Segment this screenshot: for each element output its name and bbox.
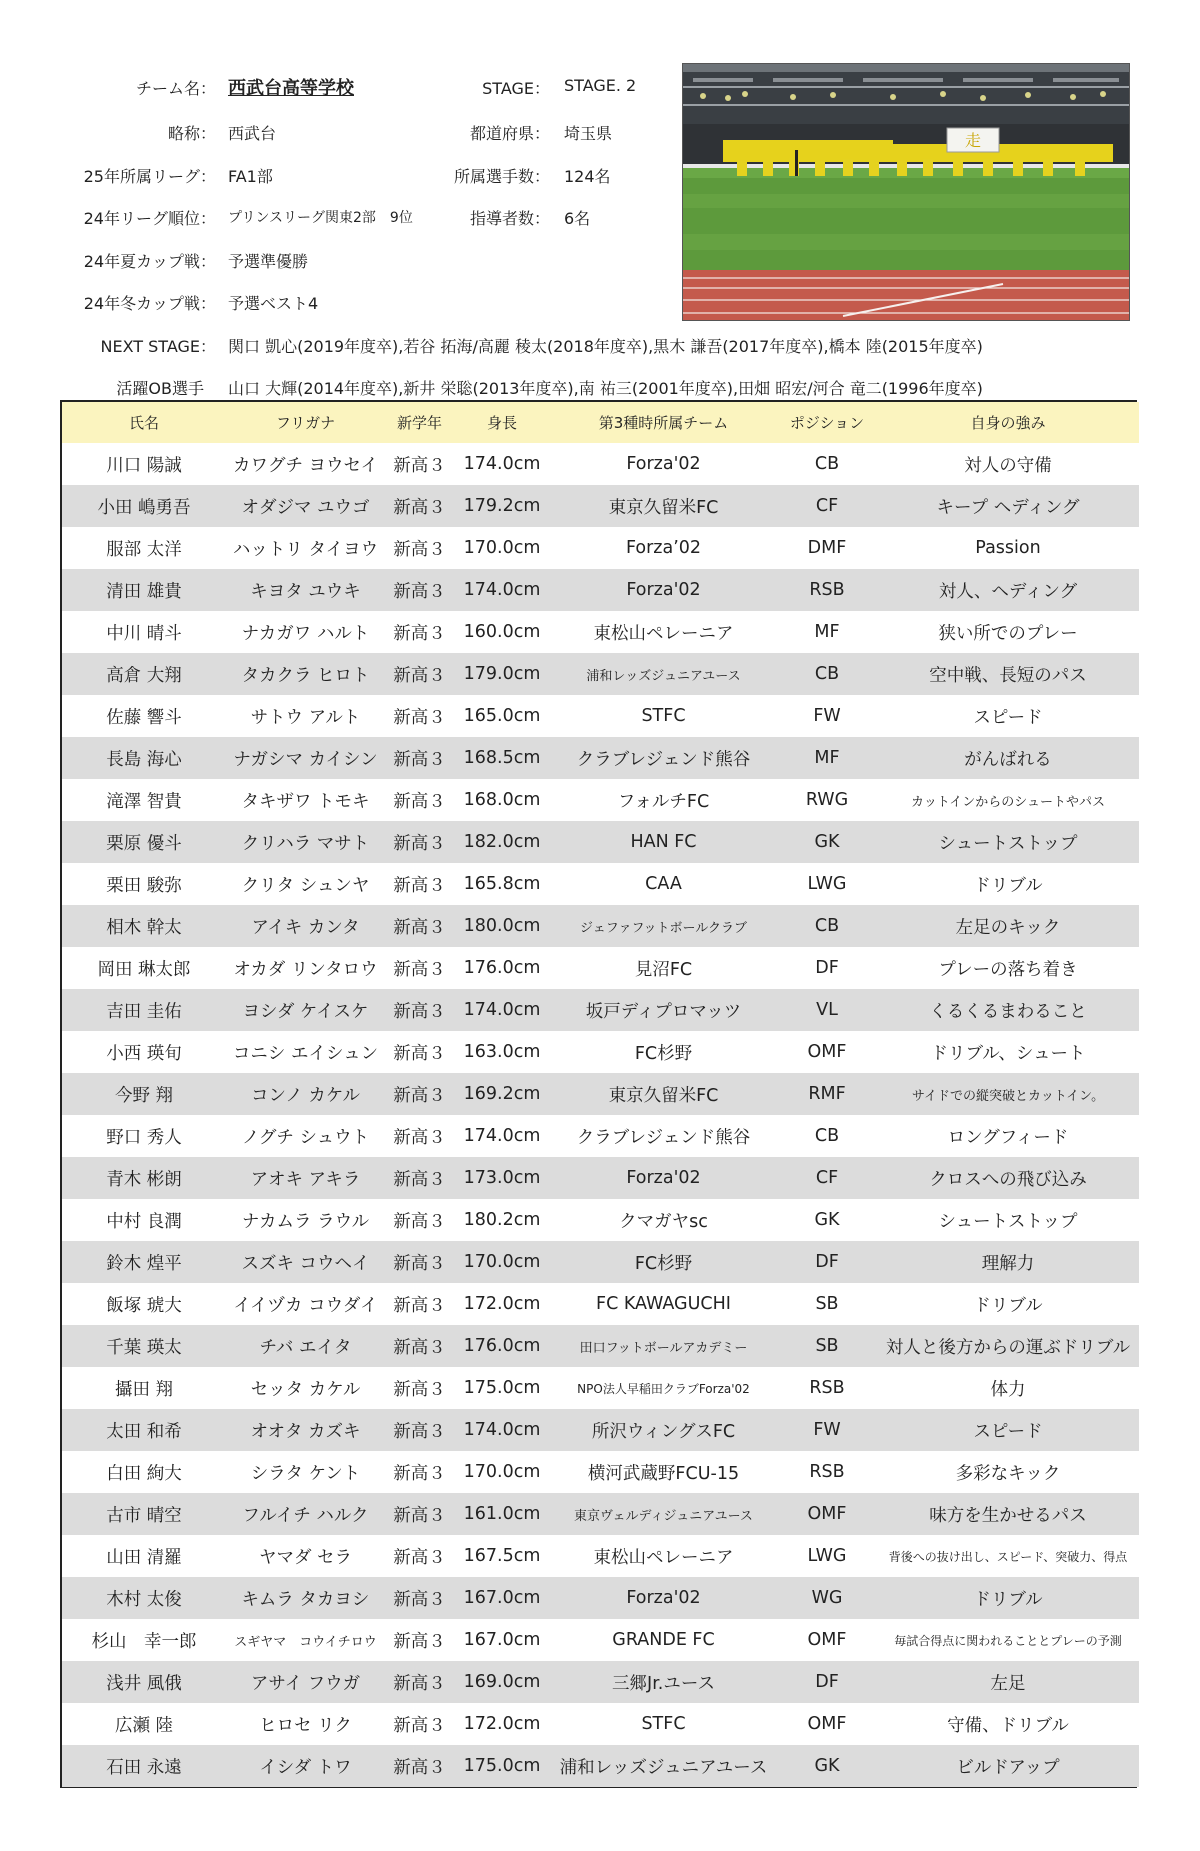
player-height: 179.0cm [454, 653, 550, 695]
table-row [62, 1073, 1139, 1115]
player-furigana: キヨタ ユウキ [226, 569, 385, 611]
player-junior-team: 東京久留米FC [550, 1073, 777, 1115]
table-row [62, 947, 1139, 989]
player-furigana: スギヤマ コウイチロウ [226, 1619, 385, 1661]
banner-text: 走 [964, 131, 982, 150]
player-strength: ドリブル [877, 1283, 1139, 1325]
player-position: SB [777, 1325, 877, 1367]
player-furigana: オダジマ ユウゴ [226, 485, 385, 527]
player-grade: 新高３ [385, 947, 454, 989]
player-height: 167.5cm [454, 1535, 550, 1577]
player-height: 180.0cm [454, 905, 550, 947]
player-furigana: ノグチ シュウト [226, 1115, 385, 1157]
player-name: 浅井 風俄 [62, 1661, 226, 1703]
player-height: 170.0cm [454, 1241, 550, 1283]
player-junior-team: GRANDE FC [550, 1619, 777, 1661]
player-grade: 新高３ [385, 1199, 454, 1241]
player-position: OMF [777, 1493, 877, 1535]
player-junior-team: 横河武蔵野FCU-15 [550, 1451, 777, 1493]
ob-players-value: 山口 大輝(2014年度卒),新井 栄聡(2013年度卒),南 祐三(2001年度卒),田畑 昭宏/河合 竜二(1996年度卒) [228, 379, 983, 398]
player-furigana: オオタ カズキ [226, 1409, 385, 1451]
player-position: RSB [777, 1451, 877, 1493]
ob-players-label: 活躍OB選手 [116, 379, 204, 398]
player-position: LWG [777, 1535, 877, 1577]
table-row [62, 1241, 1139, 1283]
player-junior-team: FC杉野 [550, 1031, 777, 1073]
player-position: DF [777, 1241, 877, 1283]
summer-cup-value: 予選準優勝 [228, 252, 309, 271]
rank24-value: プリンスリーグ関東2部 9位 [228, 210, 413, 226]
player-strength: 左足 [877, 1661, 1139, 1703]
player-furigana: シラタ ケント [226, 1451, 385, 1493]
player-junior-team: フォルチFC [550, 779, 777, 821]
player-position: OMF [777, 1031, 877, 1073]
player-name: 杉山 幸一郎 [62, 1619, 226, 1661]
player-height: 163.0cm [454, 1031, 550, 1073]
table-row [62, 1703, 1139, 1745]
player-name: 千葉 瑛太 [62, 1325, 226, 1367]
player-junior-team: Forza’02 [550, 527, 777, 569]
player-position: CB [777, 905, 877, 947]
player-height: 169.2cm [454, 1073, 550, 1115]
player-height: 172.0cm [454, 1283, 550, 1325]
player-name: 太田 和希 [62, 1409, 226, 1451]
player-name: 石田 永遠 [62, 1745, 226, 1787]
player-furigana: ナガシマ カイシン [226, 737, 385, 779]
player-furigana: ナカガワ ハルト [226, 611, 385, 653]
player-position: GK [777, 1745, 877, 1787]
player-name: 栗原 優斗 [62, 821, 226, 863]
player-name: 中川 晴斗 [62, 611, 226, 653]
player-junior-team: 坂戸ディプロマッツ [550, 989, 777, 1031]
player-height: 174.0cm [454, 1409, 550, 1451]
player-name: 服部 太洋 [62, 527, 226, 569]
player-junior-team: Forza'02 [550, 569, 777, 611]
player-height: 174.0cm [454, 569, 550, 611]
player-strength: ビルドアップ [877, 1745, 1139, 1787]
player-junior-team: 所沢ウィングスFC [550, 1409, 777, 1451]
league25-value: FA1部 [228, 167, 273, 186]
player-strength: スピード [877, 1409, 1139, 1451]
player-junior-team: 三郷Jr.ユース [550, 1661, 777, 1703]
player-height: 168.0cm [454, 779, 550, 821]
league25-label: 25年所属リーグ： [83, 167, 216, 186]
player-grade: 新高３ [385, 1073, 454, 1115]
player-grade: 新高３ [385, 1661, 454, 1703]
player-height: 167.0cm [454, 1619, 550, 1661]
player-name: 古市 晴空 [62, 1493, 226, 1535]
player-name: 鈴木 煌平 [62, 1241, 226, 1283]
table-row [62, 1535, 1139, 1577]
player-height: 179.2cm [454, 485, 550, 527]
table-row [62, 989, 1139, 1031]
player-grade: 新高３ [385, 485, 454, 527]
player-name: 中村 良潤 [62, 1199, 226, 1241]
player-name: 高倉 大翔 [62, 653, 226, 695]
players-count-label: 所属選手数： [453, 167, 550, 186]
table-row [62, 1745, 1139, 1787]
player-furigana: フルイチ ハルク [226, 1493, 385, 1535]
player-position: FW [777, 695, 877, 737]
player-junior-team: STFC [550, 1703, 777, 1745]
player-grade: 新高３ [385, 989, 454, 1031]
player-grade: 新高３ [385, 569, 454, 611]
stage-label: STAGE： [482, 79, 550, 98]
col-header-height: 身長 [454, 402, 550, 443]
team-name-label: チーム名： [135, 79, 216, 98]
player-name: 相木 幹太 [62, 905, 226, 947]
player-strength: 対人と後方からの運ぶドリブル [877, 1325, 1139, 1367]
player-furigana: クリハラ マサト [226, 821, 385, 863]
coaches-count-value: 6名 [564, 209, 591, 228]
player-name: 青木 彬朗 [62, 1157, 226, 1199]
player-position: GK [777, 821, 877, 863]
player-junior-team: Forza'02 [550, 443, 777, 485]
player-grade: 新高３ [385, 1157, 454, 1199]
player-name: 清田 雄貴 [62, 569, 226, 611]
player-junior-team: FC杉野 [550, 1241, 777, 1283]
player-grade: 新高３ [385, 527, 454, 569]
player-position: SB [777, 1283, 877, 1325]
player-junior-team: 東松山ペレーニア [550, 1535, 777, 1577]
table-row [62, 443, 1139, 485]
abbr-label: 略称： [167, 124, 216, 143]
player-junior-team: 浦和レッズジュニアユース [550, 1745, 777, 1787]
player-junior-team: 東京ヴェルディジュニアユース [550, 1493, 777, 1535]
players-count-value: 124名 [564, 167, 611, 186]
player-strength: がんばれる [877, 737, 1139, 779]
player-junior-team: クラブレジェンド熊谷 [550, 1115, 777, 1157]
player-grade: 新高３ [385, 1283, 454, 1325]
player-position: CF [777, 485, 877, 527]
player-grade: 新高３ [385, 653, 454, 695]
player-position: DF [777, 947, 877, 989]
player-furigana: スズキ コウヘイ [226, 1241, 385, 1283]
player-strength: 左足のキック [877, 905, 1139, 947]
player-strength: ドリブル [877, 863, 1139, 905]
winter-cup-value: 予選ベスト4 [228, 294, 319, 313]
table-row [62, 527, 1139, 569]
player-height: 165.0cm [454, 695, 550, 737]
player-furigana: コンノ カケル [226, 1073, 385, 1115]
player-furigana: ヨシダ ケイスケ [226, 989, 385, 1031]
player-furigana: クリタ シュンヤ [226, 863, 385, 905]
player-position: CB [777, 1115, 877, 1157]
player-position: DMF [777, 527, 877, 569]
table-row [62, 1577, 1139, 1619]
team-photo [682, 63, 1130, 321]
player-furigana: カワグチ ヨウセイ [226, 443, 385, 485]
col-header-position: ポジション [777, 402, 877, 443]
player-furigana: オカダ リンタロウ [226, 947, 385, 989]
player-furigana: タキザワ トモキ [226, 779, 385, 821]
player-name: 木村 太俊 [62, 1577, 226, 1619]
player-junior-team: 東松山ペレーニア [550, 611, 777, 653]
player-furigana: ヒロセ リク [226, 1703, 385, 1745]
player-junior-team: 浦和レッズジュニアユース [550, 653, 777, 695]
next-stage-value: 関口 凱心(2019年度卒),若谷 拓海/高麗 稜太(2018年度卒),黒木 謙吾(2017年度卒),橋本 陸(2015年度卒) [228, 337, 983, 356]
player-junior-team: FC KAWAGUCHI [550, 1283, 777, 1325]
player-grade: 新高３ [385, 1115, 454, 1157]
player-name: 川口 陽誠 [62, 443, 226, 485]
player-grade: 新高３ [385, 611, 454, 653]
player-grade: 新高３ [385, 1031, 454, 1073]
player-furigana: タカクラ ヒロト [226, 653, 385, 695]
winter-cup-label: 24年冬カップ戦： [83, 294, 216, 313]
table-row [62, 1157, 1139, 1199]
col-header-strength: 自身の強み [877, 402, 1139, 443]
table-row [62, 569, 1139, 611]
player-junior-team: CAA [550, 863, 777, 905]
prefecture-value: 埼玉県 [564, 124, 613, 143]
table-row [62, 1283, 1139, 1325]
table-row [62, 1325, 1139, 1367]
player-position: FW [777, 1409, 877, 1451]
player-name: 白田 絢大 [62, 1451, 226, 1493]
table-row [62, 779, 1139, 821]
player-strength: 味方を生かせるパス [877, 1493, 1139, 1535]
table-row [62, 695, 1139, 737]
next-stage-label: NEXT STAGE： [100, 337, 216, 356]
player-height: 169.0cm [454, 1661, 550, 1703]
player-strength: 毎試合得点に関われることとプレーの予測 [877, 1619, 1139, 1661]
player-strength: Passion [877, 527, 1139, 569]
player-height: 170.0cm [454, 527, 550, 569]
player-position: RSB [777, 569, 877, 611]
player-strength: 多彩なキック [877, 1451, 1139, 1493]
table-row [62, 737, 1139, 779]
player-strength: 体力 [877, 1367, 1139, 1409]
player-position: RWG [777, 779, 877, 821]
player-strength: シュートストップ [877, 1199, 1139, 1241]
player-height: 176.0cm [454, 1325, 550, 1367]
player-grade: 新高３ [385, 863, 454, 905]
player-furigana: ハットリ タイヨウ [226, 527, 385, 569]
col-header-furigana: フリガナ [226, 402, 385, 443]
player-strength: 背後への抜け出し、スピード、突破力、得点 [877, 1535, 1139, 1577]
player-furigana: アオキ アキラ [226, 1157, 385, 1199]
table-row [62, 1493, 1139, 1535]
col-header-grade: 新学年 [385, 402, 454, 443]
player-furigana: ナカムラ ラウル [226, 1199, 385, 1241]
player-height: 173.0cm [454, 1157, 550, 1199]
player-junior-team: クラブレジェンド熊谷 [550, 737, 777, 779]
player-name: 岡田 琳太郎 [62, 947, 226, 989]
table-row [62, 1031, 1139, 1073]
player-junior-team: Forza'02 [550, 1577, 777, 1619]
player-position: CB [777, 653, 877, 695]
player-strength: カットインからのシュートやパス [877, 779, 1139, 821]
player-strength: ドリブル、シュート [877, 1031, 1139, 1073]
team-info-section [0, 0, 1200, 400]
player-height: 170.0cm [454, 1451, 550, 1493]
table-row [62, 1619, 1139, 1661]
player-height: 165.8cm [454, 863, 550, 905]
player-furigana: イイヅカ コウダイ [226, 1283, 385, 1325]
player-position: WG [777, 1577, 877, 1619]
player-furigana: アイキ カンタ [226, 905, 385, 947]
player-strength: 空中戦、長短のパス [877, 653, 1139, 695]
player-strength: シュートストップ [877, 821, 1139, 863]
player-name: 滝澤 智貴 [62, 779, 226, 821]
player-furigana: チバ エイタ [226, 1325, 385, 1367]
player-grade: 新高３ [385, 1619, 454, 1661]
player-grade: 新高３ [385, 1493, 454, 1535]
player-height: 174.0cm [454, 1115, 550, 1157]
roster-table [60, 400, 1137, 1788]
player-junior-team: Forza'02 [550, 1157, 777, 1199]
player-name: 佐藤 響斗 [62, 695, 226, 737]
player-name: 小西 瑛旬 [62, 1031, 226, 1073]
player-junior-team: クマガヤsc [550, 1199, 777, 1241]
team-name: 西武台高等学校 [228, 78, 354, 99]
player-position: CB [777, 443, 877, 485]
player-furigana: コニシ エイシュン [226, 1031, 385, 1073]
player-position: GK [777, 1199, 877, 1241]
table-row [62, 653, 1139, 695]
player-height: 182.0cm [454, 821, 550, 863]
player-strength: ロングフィード [877, 1115, 1139, 1157]
col-header-junior-team: 第3種時所属チーム [550, 402, 777, 443]
player-height: 174.0cm [454, 989, 550, 1031]
player-junior-team: STFC [550, 695, 777, 737]
player-grade: 新高３ [385, 1241, 454, 1283]
player-strength: 対人の守備 [877, 443, 1139, 485]
player-grade: 新高３ [385, 1409, 454, 1451]
player-position: MF [777, 611, 877, 653]
player-junior-team: HAN FC [550, 821, 777, 863]
player-position: RSB [777, 1367, 877, 1409]
player-height: 161.0cm [454, 1493, 550, 1535]
table-row [62, 863, 1139, 905]
player-grade: 新高３ [385, 821, 454, 863]
table-row [62, 485, 1139, 527]
table-row [62, 1409, 1139, 1451]
player-name: 山田 清羅 [62, 1535, 226, 1577]
player-name: 攝田 翔 [62, 1367, 226, 1409]
player-grade: 新高３ [385, 1367, 454, 1409]
player-grade: 新高３ [385, 779, 454, 821]
player-height: 175.0cm [454, 1745, 550, 1787]
player-grade: 新高３ [385, 695, 454, 737]
player-strength: スピード [877, 695, 1139, 737]
player-strength: キープ ヘディング [877, 485, 1139, 527]
player-position: LWG [777, 863, 877, 905]
player-height: 167.0cm [454, 1577, 550, 1619]
rank24-label: 24年リーグ順位： [83, 209, 216, 228]
player-grade: 新高３ [385, 905, 454, 947]
player-name: 長島 海心 [62, 737, 226, 779]
player-height: 175.0cm [454, 1367, 550, 1409]
summer-cup-label: 24年夏カップ戦： [83, 252, 216, 271]
player-strength: サイドでの縦突破とカットイン。 [877, 1073, 1139, 1115]
player-grade: 新高３ [385, 1703, 454, 1745]
player-position: OMF [777, 1619, 877, 1661]
player-strength: 対人、ヘディング [877, 569, 1139, 611]
table-row [62, 1115, 1139, 1157]
coaches-count-label: 指導者数： [469, 209, 550, 228]
player-grade: 新高３ [385, 1535, 454, 1577]
player-furigana: イシダ トワ [226, 1745, 385, 1787]
player-junior-team: 見沼FC [550, 947, 777, 989]
player-grade: 新高３ [385, 1745, 454, 1787]
table-header-row [62, 402, 1139, 443]
table-row [62, 1367, 1139, 1409]
player-position: VL [777, 989, 877, 1031]
player-name: 野口 秀人 [62, 1115, 226, 1157]
player-height: 168.5cm [454, 737, 550, 779]
table-row [62, 611, 1139, 653]
stage-value: STAGE. 2 [564, 76, 637, 95]
player-name: 栗田 駿弥 [62, 863, 226, 905]
player-junior-team: 田口フットボールアカデミー [550, 1325, 777, 1367]
player-strength: プレーの落ち着き [877, 947, 1139, 989]
player-furigana: アサイ フウガ [226, 1661, 385, 1703]
player-furigana: セッタ カケル [226, 1367, 385, 1409]
col-header-name: 氏名 [62, 402, 226, 443]
table-row [62, 905, 1139, 947]
abbr-value: 西武台 [228, 124, 277, 143]
player-name: 広瀬 陸 [62, 1703, 226, 1745]
player-grade: 新高３ [385, 737, 454, 779]
prefecture-label: 都道府県： [469, 124, 550, 143]
table-row [62, 1451, 1139, 1493]
table-row [62, 1199, 1139, 1241]
player-position: RMF [777, 1073, 877, 1115]
player-height: 176.0cm [454, 947, 550, 989]
player-strength: くるくるまわること [877, 989, 1139, 1031]
player-furigana: キムラ タカヨシ [226, 1577, 385, 1619]
player-height: 160.0cm [454, 611, 550, 653]
player-furigana: ヤマダ セラ [226, 1535, 385, 1577]
player-strength: クロスへの飛び込み [877, 1157, 1139, 1199]
player-grade: 新高３ [385, 443, 454, 485]
player-position: OMF [777, 1703, 877, 1745]
player-height: 174.0cm [454, 443, 550, 485]
player-strength: 理解力 [877, 1241, 1139, 1283]
player-junior-team: NPO法人早稲田クラブForza'02 [550, 1367, 777, 1409]
player-junior-team: 東京久留米FC [550, 485, 777, 527]
player-name: 吉田 圭佑 [62, 989, 226, 1031]
player-name: 小田 嶋勇吾 [62, 485, 226, 527]
player-name: 飯塚 琥大 [62, 1283, 226, 1325]
table-row [62, 1661, 1139, 1703]
player-strength: 狭い所でのプレー [877, 611, 1139, 653]
player-furigana: サトウ アルト [226, 695, 385, 737]
player-strength: ドリブル [877, 1577, 1139, 1619]
player-grade: 新高３ [385, 1325, 454, 1367]
player-position: DF [777, 1661, 877, 1703]
player-position: CF [777, 1157, 877, 1199]
player-height: 172.0cm [454, 1703, 550, 1745]
player-grade: 新高３ [385, 1451, 454, 1493]
player-height: 180.2cm [454, 1199, 550, 1241]
player-strength: 守備、ドリブル [877, 1703, 1139, 1745]
player-junior-team: ジェファフットボールクラブ [550, 905, 777, 947]
player-name: 今野 翔 [62, 1073, 226, 1115]
player-grade: 新高３ [385, 1577, 454, 1619]
table-row [62, 821, 1139, 863]
player-position: MF [777, 737, 877, 779]
